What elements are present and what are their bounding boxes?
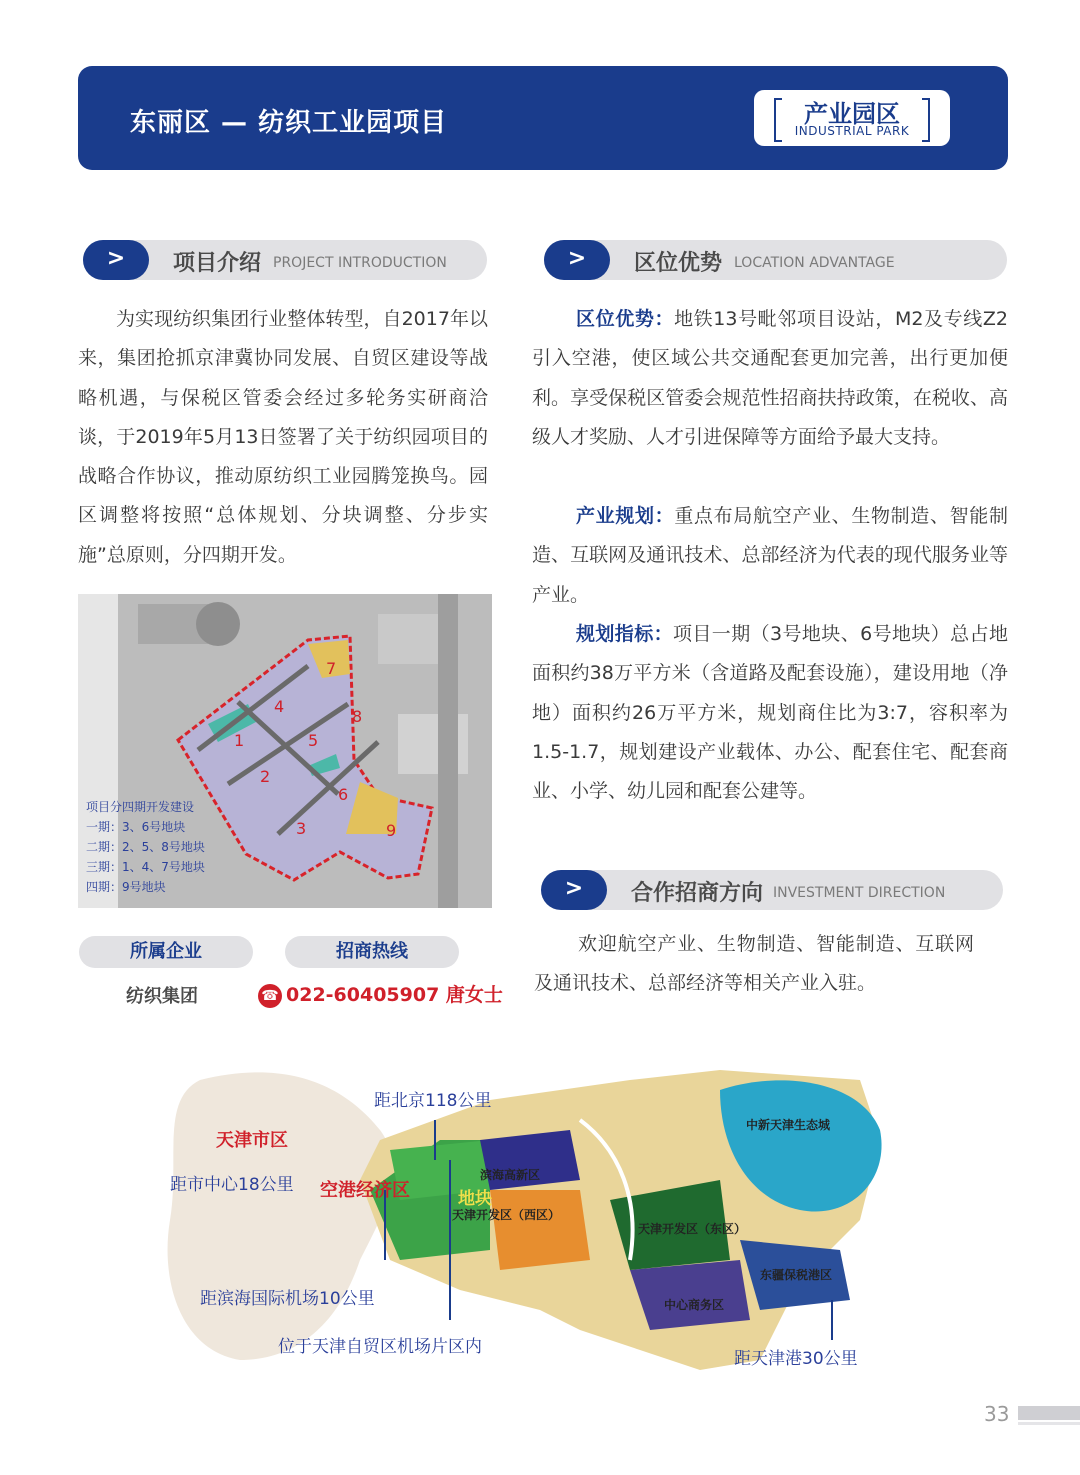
map-label-cbd: 中心商务区 [664, 1298, 725, 1312]
plot-number: 4 [274, 697, 285, 716]
section-header-investment [541, 870, 1003, 910]
chevron-right-icon: > [83, 240, 149, 280]
plot-number: 5 [308, 731, 319, 750]
phone-icon: ☎ [258, 984, 282, 1008]
chevron-right-icon: > [544, 240, 610, 280]
section-title-en: LOCATION ADVANTAGE [734, 255, 895, 271]
legend-item: 二期：2、5、8号地块 [86, 840, 205, 854]
map-label-binhai: 滨海高新区 [480, 1168, 541, 1182]
intro-paragraph: 为实现纺织集团行业整体转型，自2017年以来，集团抢抓京津冀协同发展、自贸区建设等战略机遇，与保税区管委会经过多轮务实研商洽谈，于2019年5月13日签署了关于纺织园项目的战略合作协议，推动原纺织工业园腾笼换鸟。园区调整将按照“总体规划、分块调整、分步实施”总原则，分四期开发。 [78, 308, 488, 566]
map-label-dongjiang: 东疆保税港区 [760, 1268, 833, 1282]
location-paragraph-1 [532, 300, 1008, 457]
map-label-plot: 地块 [458, 1189, 492, 1209]
badge-title: 产业园区 [804, 100, 900, 128]
para-text: 重点布局航空产业、生物制造、智能制造、互联网及通讯技术、总部经济为代表的现代服务业等产业。 [532, 505, 1008, 606]
section-title-en: INVESTMENT DIRECTION [773, 885, 946, 901]
investment-paragraph: 欢迎航空产业、生物制造、智能制造、互联网及通讯技术、总部经济等相关产业入驻。 [534, 933, 974, 995]
plot-number: 9 [386, 821, 397, 840]
section-title-en: PROJECT INTRODUCTION [273, 255, 447, 271]
plot-number: 1 [234, 731, 245, 750]
location-map [160, 1060, 920, 1380]
plot-number: 2 [260, 767, 271, 786]
map-label-airport: 距滨海国际机场10公里 [200, 1289, 375, 1309]
para-text: 地铁13号毗邻项目设站，M2及专线Z2引入空港，使区域公共交通配套更加完善，出行更加便利。享受保税区管委会规范性招商扶持政策，在税收、高级人才奖励、人才引进保障等方面给予最大支持。 [532, 308, 1008, 448]
map-label-dev-west: 天津开发区（西区） [452, 1208, 561, 1222]
map-label-eco-city: 中新天津生态城 [746, 1118, 831, 1132]
legend-title: 项目分四期开发建设 [86, 800, 195, 814]
map-label-dev-east: 天津开发区（东区） [638, 1222, 747, 1236]
plot-number: 3 [296, 819, 307, 838]
map-label-port: 距天津港30公里 [734, 1349, 858, 1369]
map-label-ftz: 位于天津自贸区机场片区内 [278, 1337, 482, 1357]
hotline-number [258, 980, 503, 1008]
location-paragraph-2 [532, 497, 1008, 615]
company-name: 纺织集团 [126, 986, 198, 1007]
site-plan-map [78, 594, 492, 908]
map-label-beijing: 距北京118公里 [374, 1091, 492, 1111]
legend-item: 四期：9号地块 [86, 880, 166, 894]
company-label-pill: 所属企业 [79, 936, 253, 968]
chevron-right-icon: > [541, 870, 607, 910]
map-label-airport-zone: 空港经济区 [320, 1180, 410, 1201]
section-title-cn: 合作招商方向 [631, 881, 764, 906]
map-label-center: 距市中心18公里 [170, 1175, 294, 1195]
legend-item: 三期：1、4、7号地块 [86, 860, 205, 874]
plot-number: 7 [326, 659, 337, 678]
category-badge [754, 90, 950, 146]
badge-subtitle: INDUSTRIAL PARK [794, 124, 910, 138]
para-label: 规划指标： [576, 623, 673, 645]
section-header-location [544, 240, 1007, 280]
page-number-bar-thin [1018, 1422, 1080, 1425]
location-paragraph-3 [532, 615, 1008, 811]
map-label-tianjin-city: 天津市区 [216, 1130, 288, 1151]
header-banner [78, 66, 1008, 170]
page-number: 33 [984, 1402, 1010, 1426]
section-header-intro [83, 240, 487, 280]
para-text: 项目一期（3号地块、6号地块）总占地面积约38万平方米（含道路及配套设施），建设用地（净地）面积约26万平方米，规划商住比为3:7，容积率为1.5-1.7，规划建设产业载体、办公、配套住宅、配套商业、小学、幼儿园和配套公建等。 [532, 623, 1008, 803]
page-number-bar [1018, 1406, 1080, 1420]
section-title-cn: 项目介绍 [173, 251, 262, 276]
section-title-cn: 区位优势 [634, 251, 723, 276]
hotline-text: 022-60405907 唐女士 [286, 984, 503, 1006]
para-label: 区位优势： [576, 308, 675, 330]
plot-number: 6 [338, 785, 349, 804]
legend-item: 一期：3、6号地块 [86, 820, 186, 834]
page-title: 东丽区 — 纺织工业园项目 [130, 108, 448, 138]
para-label: 产业规划： [576, 505, 675, 527]
hotline-label-pill: 招商热线 [285, 936, 459, 968]
plot-number: 8 [352, 707, 363, 726]
